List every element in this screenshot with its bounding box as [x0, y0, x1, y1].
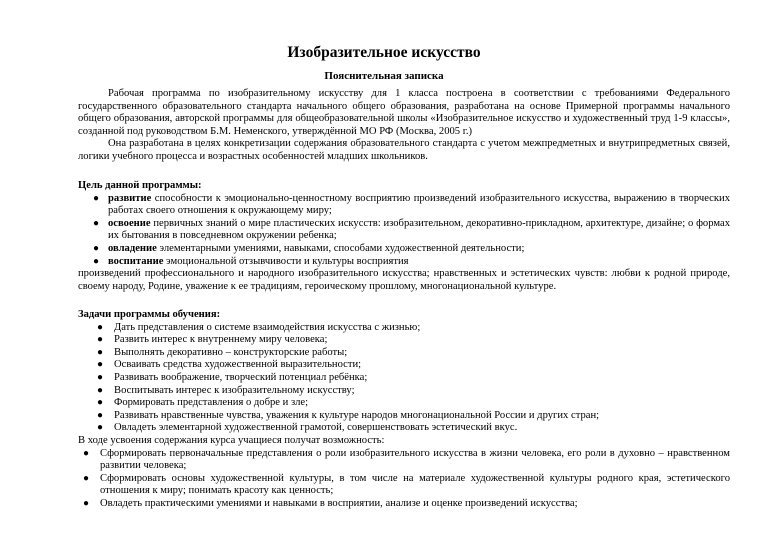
bullet-icon: ● [97, 334, 104, 346]
task-text: Развить интерес к внутреннему миру человека; [114, 334, 328, 346]
list-item [88, 243, 730, 256]
intro-paragraph: Рабочая программа по изобразительному искусству для 1 класса построена в соответствии с требованиями Федерального государственного образовательного стандарта начального общего образования, разработана на основе Примерной программы начального общего образования, авторской программы для общеобразовательной школы «Изобразительное искусство и художественный труд 1-9 классы», созданной под руководством Б.М. Неменского, утверждённой МО РФ (Москва, 2005 г.) [78, 88, 730, 137]
outcome-text: Сформировать основы художественной культуры, в том числе на материале художественной культуры родного края, эстетического отношения к миру; понимать красоту как ценность; [100, 472, 730, 497]
list-item [92, 322, 730, 335]
bullet-icon: ● [93, 242, 100, 254]
list-item [78, 498, 730, 511]
list-item [92, 359, 730, 372]
task-text: Выполнять декоративно – конструкторские работы; [114, 346, 348, 358]
list-item [92, 422, 730, 435]
list-item [92, 334, 730, 347]
outcome-text: Сформировать первоначальные представления о роли изобразительного искусства в жизни человека, его роли в духовно – нравственном развитии человека; [100, 447, 730, 472]
bullet-icon: ● [97, 371, 104, 383]
list-item [78, 448, 730, 473]
intro-section [78, 88, 730, 164]
goals-list [78, 193, 730, 269]
tasks-heading: Задачи программы обучения: [78, 309, 221, 320]
bullet-icon: ● [93, 192, 100, 204]
task-text: Дать представления о системе взаимодействия искусства с жизнью; [114, 321, 421, 333]
outcomes-intro: В ходе усвоения содержания курса учащиеся получат возможность: [78, 434, 385, 446]
goal-text: эмоциональной отзывчивости и культуры восприятия [163, 255, 409, 267]
bullet-icon: ● [97, 422, 104, 434]
goal-term: освоение [108, 217, 151, 229]
bullet-icon: ● [97, 384, 104, 396]
outcome-text: Овладеть практическими умениями и навыками в восприятии, анализе и оценке произведений искусства; [100, 497, 578, 509]
bullet-icon: ● [97, 359, 104, 371]
goal-text: способности к эмоционально-ценностному восприятию произведений изобразительного искусства, выражению в творческих работах своего отношения к окружающему миру; [108, 192, 730, 217]
goals-continuation: произведений профессионального и народного изобразительного искусства; нравственных и эстетических чувств: любви к родной природе, своему народу, Родине, уважение к ее традициям, героическому прошлому, многонациональной культуре. [78, 268, 730, 292]
intro-paragraph: Она разработана в целях конкретизации содержания образовательного стандарта с учетом межпредметных и внутрипредметных связей, логики учебного процесса и возрастных особенностей младших школьников. [78, 138, 730, 162]
bullet-icon: ● [97, 346, 104, 358]
list-item [92, 397, 730, 410]
list-item [92, 385, 730, 398]
list-item [88, 193, 730, 218]
bullet-icon: ● [97, 321, 104, 333]
goal-term: воспитание [108, 255, 164, 267]
bullet-icon: ● [97, 409, 104, 421]
bullet-icon: ● [83, 497, 90, 509]
goals-section [78, 180, 730, 293]
list-item [88, 256, 730, 269]
bullet-icon: ● [83, 472, 90, 484]
task-text: Развивать нравственные чувства, уважения к культуре народов многонациональной России и других стран; [114, 409, 600, 421]
bullet-icon: ● [97, 397, 104, 409]
task-text: Развивать воображение, творческий потенциал ребёнка; [114, 371, 368, 383]
goal-term: развитие [108, 192, 152, 204]
list-item [88, 218, 730, 243]
outcomes-list [78, 448, 730, 511]
task-text: Формировать представления о добре и зле; [114, 397, 309, 409]
goal-text: элементарными умениями, навыками, способами художественной деятельности; [156, 242, 525, 254]
tasks-list [78, 322, 730, 435]
document-subtitle: Пояснительная записка [324, 70, 444, 82]
goal-text: первичных знаний о мире пластических искусств: изобразительном, декоративно-прикладном, архитектуре, дизайне; о формах их бытования в повседневном окружении ребенка; [108, 217, 730, 242]
tasks-section [78, 309, 730, 511]
task-text: Овладеть элементарной художественной грамотой, совершенствовать эстетический вкус. [114, 422, 518, 434]
goals-heading: Цель данной программы: [78, 180, 202, 191]
goal-term: овладение [108, 242, 157, 254]
list-item [92, 410, 730, 423]
list-item [78, 473, 730, 498]
task-text: Воспитывать интерес к изобразительному искусству; [114, 384, 355, 396]
bullet-icon: ● [93, 255, 100, 267]
bullet-icon: ● [83, 447, 90, 459]
bullet-icon: ● [93, 217, 100, 229]
list-item [92, 372, 730, 385]
document-title: Изобразительное искусство [287, 44, 481, 61]
task-text: Осваивать средства художественной выразительности; [114, 359, 362, 371]
list-item [92, 347, 730, 360]
